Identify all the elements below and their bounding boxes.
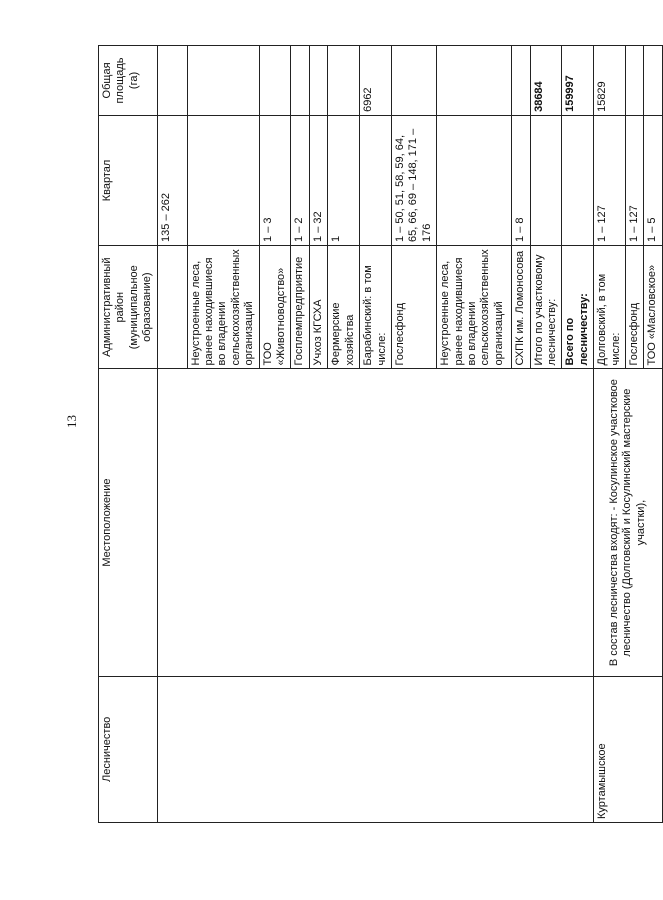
quarter-cell: 1 – 5 [644, 115, 662, 245]
area-cell: 38684 [530, 46, 562, 116]
location-cell-previous [157, 369, 594, 676]
district-cell: Барабинский: в том числе: [360, 245, 392, 369]
district-cell: ТОО «Животноводство» [259, 245, 291, 369]
area-cell [157, 46, 187, 116]
area-cell [187, 46, 259, 116]
district-cell: Гослесфонд [391, 245, 436, 369]
area-cell: 6962 [360, 46, 392, 116]
table-row [157, 46, 187, 823]
header-location: Местоположение [99, 369, 158, 676]
district-cell: Неустроенные леса, ранее находившиеся во владении сельскохозяйственных организаций [187, 245, 259, 369]
area-cell [644, 46, 662, 116]
location-cell-kurtamysh: В состав лесничества входят: - Косулинское участковое лесничество (Долговский и Косулинский мастерские участки), [594, 369, 663, 676]
area-cell [437, 46, 512, 116]
district-cell: Фермерские хозяйства [328, 245, 360, 369]
quarter-cell: 1 – 127 [594, 115, 626, 245]
area-cell: 159997 [562, 46, 594, 116]
forestry-cell-kurtamysh: Куртамышское [594, 676, 663, 822]
district-cell: Неустроенные леса, ранее находившиеся во владении сельскохозяйственных организаций [437, 245, 512, 369]
district-cell: ТОО «Масловское» [644, 245, 662, 369]
quarter-cell: 135 – 262 [157, 115, 187, 245]
quarter-cell [360, 115, 392, 245]
quarter-cell: 1 – 127 [625, 115, 643, 245]
forestry-table [98, 45, 663, 823]
quarter-cell [562, 115, 594, 245]
district-cell: Долговский, в том числе: [594, 245, 626, 369]
area-cell [625, 46, 643, 116]
quarter-cell: 1 – 2 [291, 115, 309, 245]
quarter-cell [187, 115, 259, 245]
quarter-cell: 1 – 3 [259, 115, 291, 245]
area-cell [291, 46, 309, 116]
header-forestry: Лесничество [99, 676, 158, 822]
district-cell: Учхоз КГСХА [309, 245, 327, 369]
area-cell: 15829 [594, 46, 626, 116]
district-cell: Итого по участковому лесничеству: [530, 245, 562, 369]
header-district: Административный район (муниципальное образование) [99, 245, 158, 369]
district-cell: Госплемпредприятие [291, 245, 309, 369]
table-header-row [99, 46, 158, 823]
district-cell: СХПК им. Ломоносова [512, 245, 530, 369]
quarter-cell: 1 [328, 115, 360, 245]
area-cell [391, 46, 436, 116]
area-cell [512, 46, 530, 116]
area-cell [259, 46, 291, 116]
header-area: Общая площадь (га) [99, 46, 158, 116]
area-cell [309, 46, 327, 116]
forestry-table-rotated [98, 45, 659, 823]
quarter-cell [530, 115, 562, 245]
district-cell: Всего по лесничеству: [562, 245, 594, 369]
forestry-cell-previous [157, 676, 594, 822]
quarter-cell: 1 – 50, 51, 58, 59, 64, 65, 66, 69 – 148, 171 – 176 [391, 115, 436, 245]
quarter-cell: 1 – 8 [512, 115, 530, 245]
table-row [594, 46, 626, 823]
district-cell [157, 245, 187, 369]
district-cell: Гослесфонд [625, 245, 643, 369]
area-cell [328, 46, 360, 116]
quarter-cell: 1 – 32 [309, 115, 327, 245]
quarter-cell [437, 115, 512, 245]
page-number: 13 [64, 415, 79, 428]
header-quarter: Квартал [99, 115, 158, 245]
